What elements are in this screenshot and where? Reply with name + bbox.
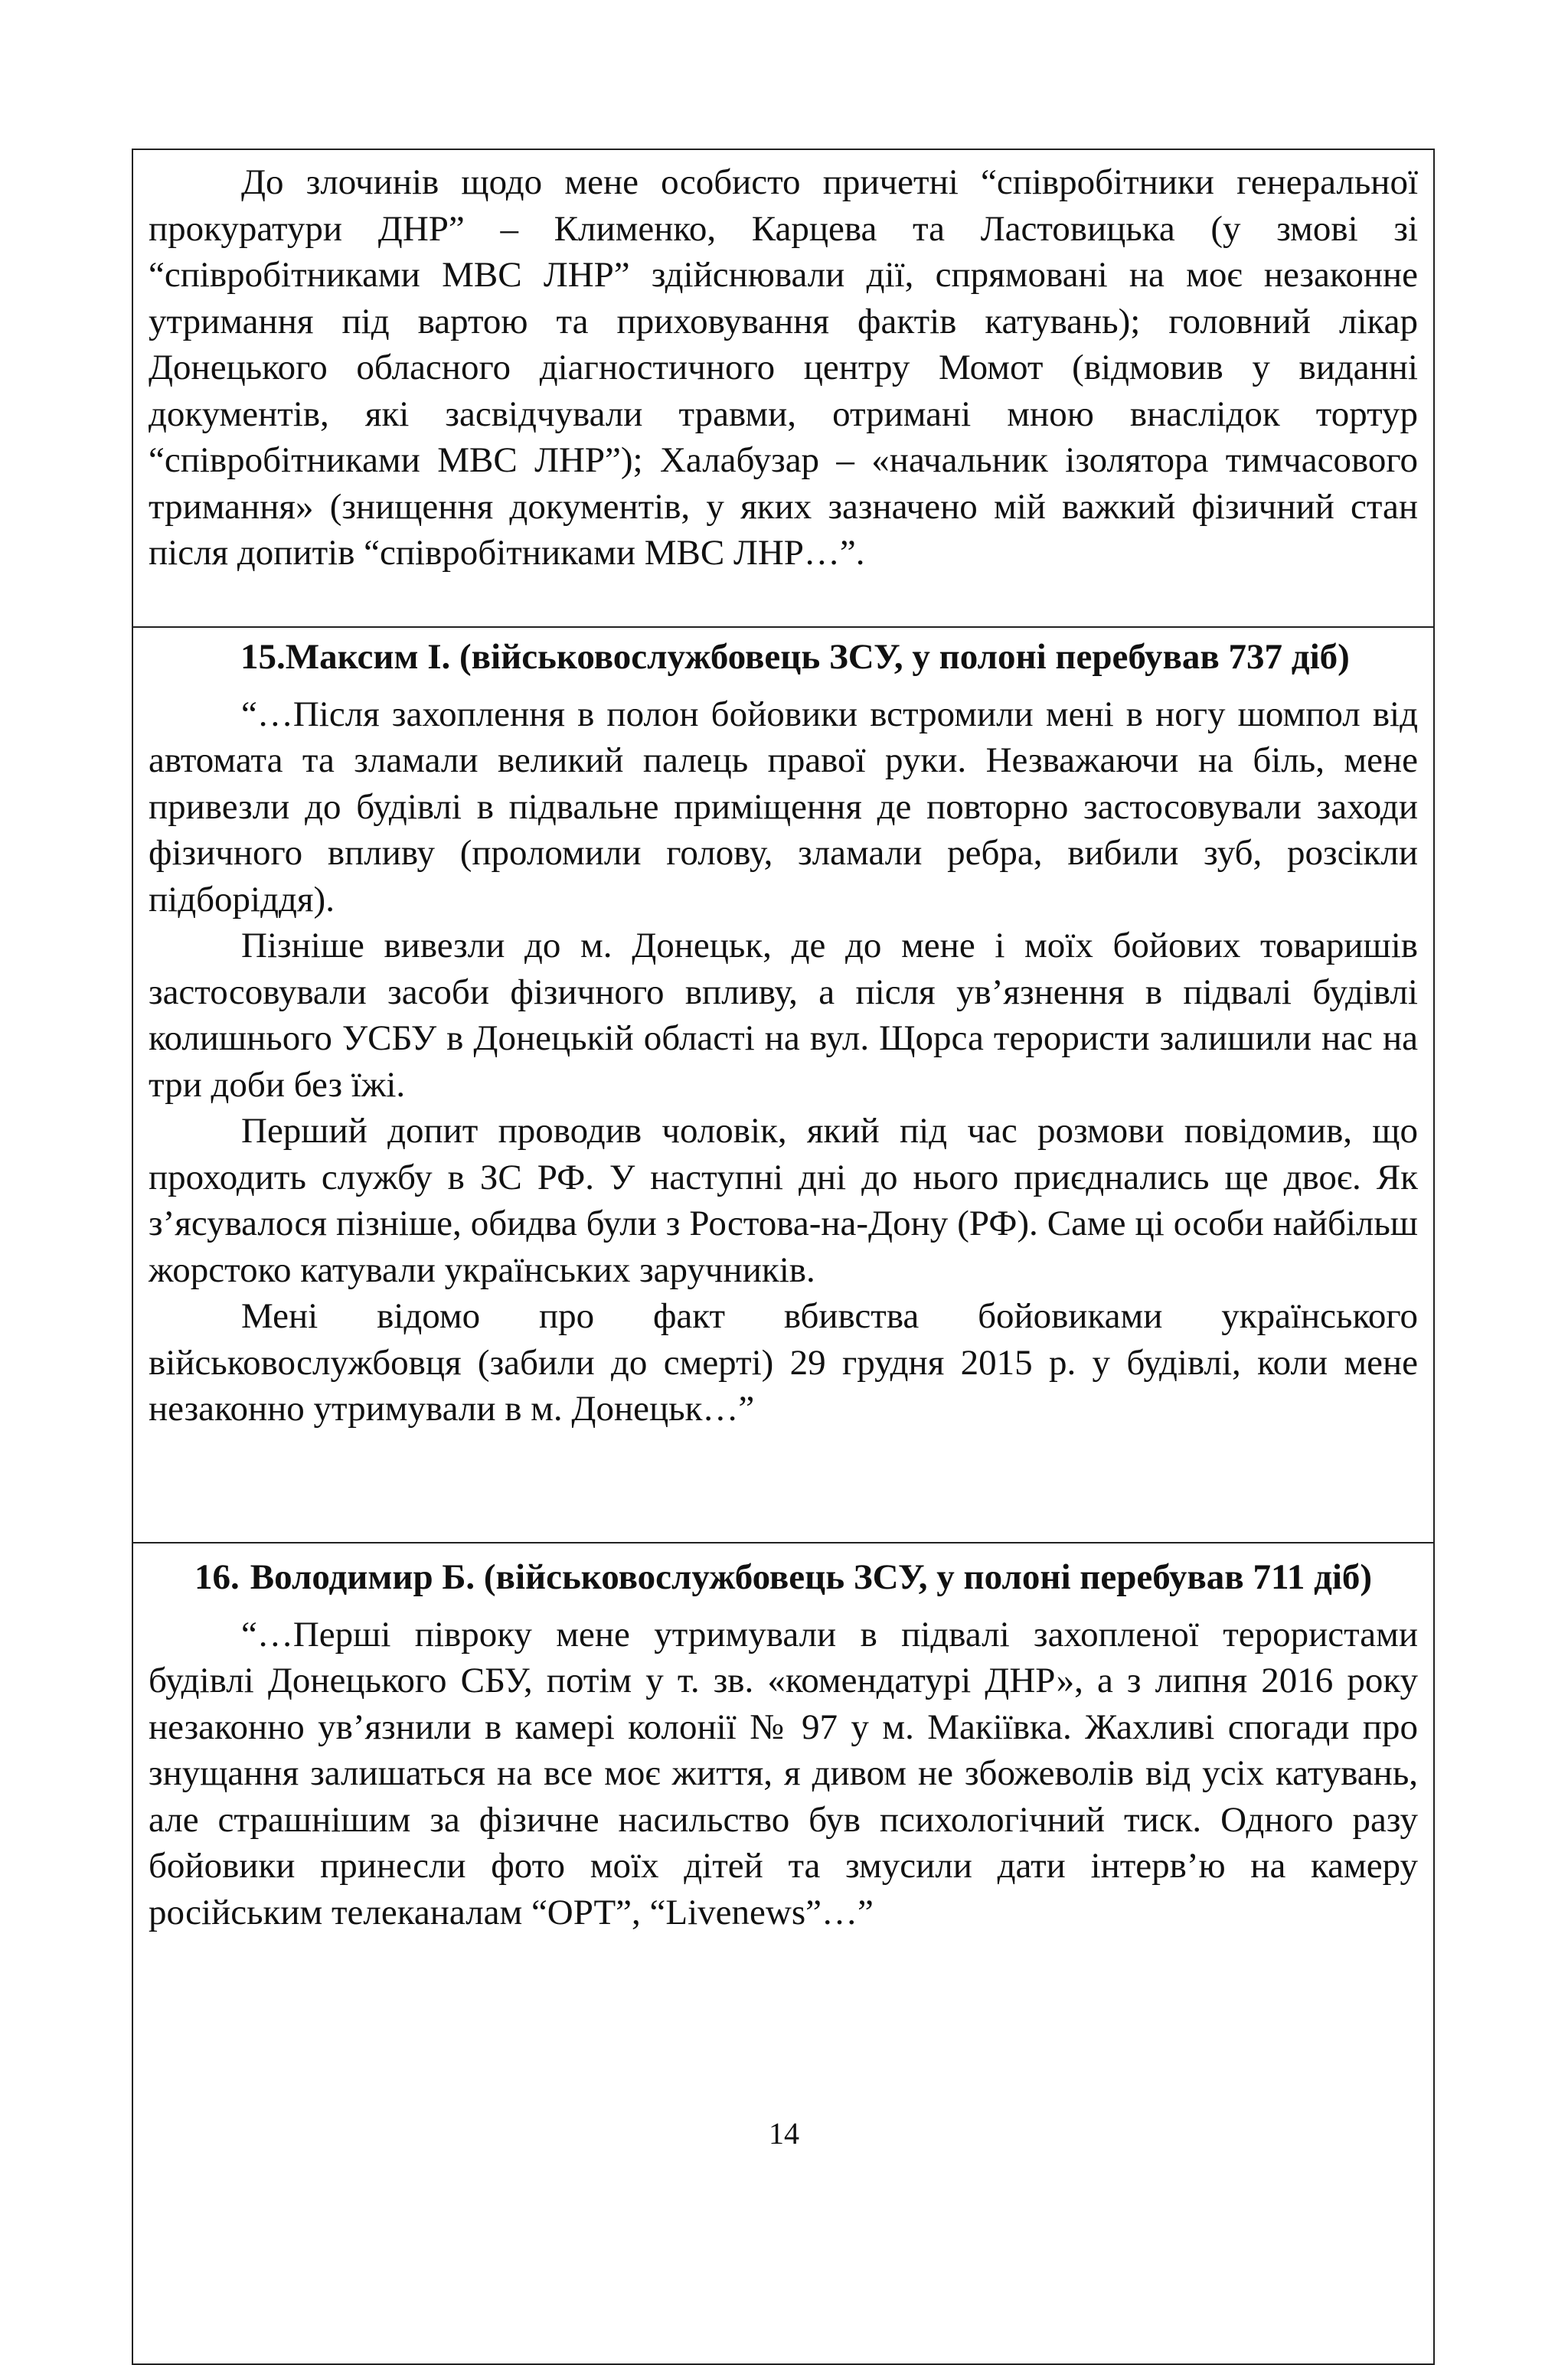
- testimony-table: [132, 149, 1435, 2365]
- page-number: 14: [769, 2116, 799, 2151]
- testimony-heading-text: Володимир Б. (військовослужбовець ЗСУ, у полоні перебував 711 діб): [250, 1557, 1373, 1597]
- testimony-heading-text: Максим І. (військовослужбовець ЗСУ, у полоні перебував 737 діб): [285, 637, 1350, 677]
- testimony-paragraph: “…Перші півроку мене утримували в підвалі захопленої терористами будівлі Донецького СБУ, потім у т. зв. «комендатурі ДНР», а з липня 2016 року незаконно ув’язнили в камері колонії № 97 у м. Макіївка. Жахливі спогади про знущання залишаться на все моє життя, я дивом не збожеволів від усіх катувань, але страшнішим за фізичне насильство був психологічний тиск. Одного разу бойовики принесли фото моїх дітей та змусили дати інтерв’ю на камеру російським телеканалам “ОРТ”, “Livenews”…”: [149, 1614, 1418, 1932]
- testimony-cell-16: [133, 1542, 1433, 2363]
- testimony-heading: [149, 634, 1418, 681]
- testimony-paragraph: Пізніше вивезли до м. Донецьк, де до мене і моїх бойових товаришів застосовували засоби фізичного впливу, а після ув’язнення в підвалі будівлі колишнього УСБУ в Донецькій області на вул. Щорса терористи залишили нас на три доби без їжі.: [149, 926, 1418, 1105]
- testimony-cell-continued: [133, 150, 1433, 626]
- testimony-number: 15.: [240, 637, 286, 677]
- testimony-paragraph: Мені відомо про факт вбивства бойовиками українського військовослужбовця (забили до смерті) 29 грудня 2015 р. у будівлі, коли мене незаконно утримували в м. Донецьк…”: [149, 1296, 1418, 1429]
- testimony-paragraph: “…Після захоплення в полон бойовики встромили мені в ногу шомпол від автомата та зламали великий палець правої руки. Незважаючи на біль, мене привезли до будівлі в підвальне приміщення де повторно застосовували заходи фізичного впливу (проломили голову, зламали ребра, вибили зуб, розсікли підборіддя).: [149, 694, 1418, 920]
- testimony-paragraph: До злочинів щодо мене особисто причетні “співробітники генеральної прокуратури ДНР” – Клименко, Карцева та Ластовицька (у змові зі “співробітниками МВС ЛНР” здійснювали дії, спрямовані на моє незаконне утримання під вартою та приховування фактів катувань); головний лікар Донецького обласного діагностичного центру Момот (відмовив у виданні документів, які засвідчували травми, отримані мною внаслідок тортур “співробітниками МВС ЛНР”); Халабузар – «начальник ізолятора тимчасового тримання» (знищення документів, у яких зазначено мій важкий фізичний стан після допитів “співробітниками МВС ЛНР…”.: [149, 162, 1418, 573]
- testimony-paragraph: Перший допит проводив чоловік, який під час розмови повідомив, що проходить службу в ЗС РФ. У наступні дні до нього приєднались ще двоє. Як з’ясувалося пізніше, обидва були з Ростова-на-Дону (РФ). Саме ці особи найбільш жорстоко катували українських заручників.: [149, 1111, 1418, 1290]
- testimony-number: 16.: [194, 1557, 240, 1597]
- testimony-cell-15: [133, 626, 1433, 1542]
- testimony-heading: [149, 1554, 1418, 1601]
